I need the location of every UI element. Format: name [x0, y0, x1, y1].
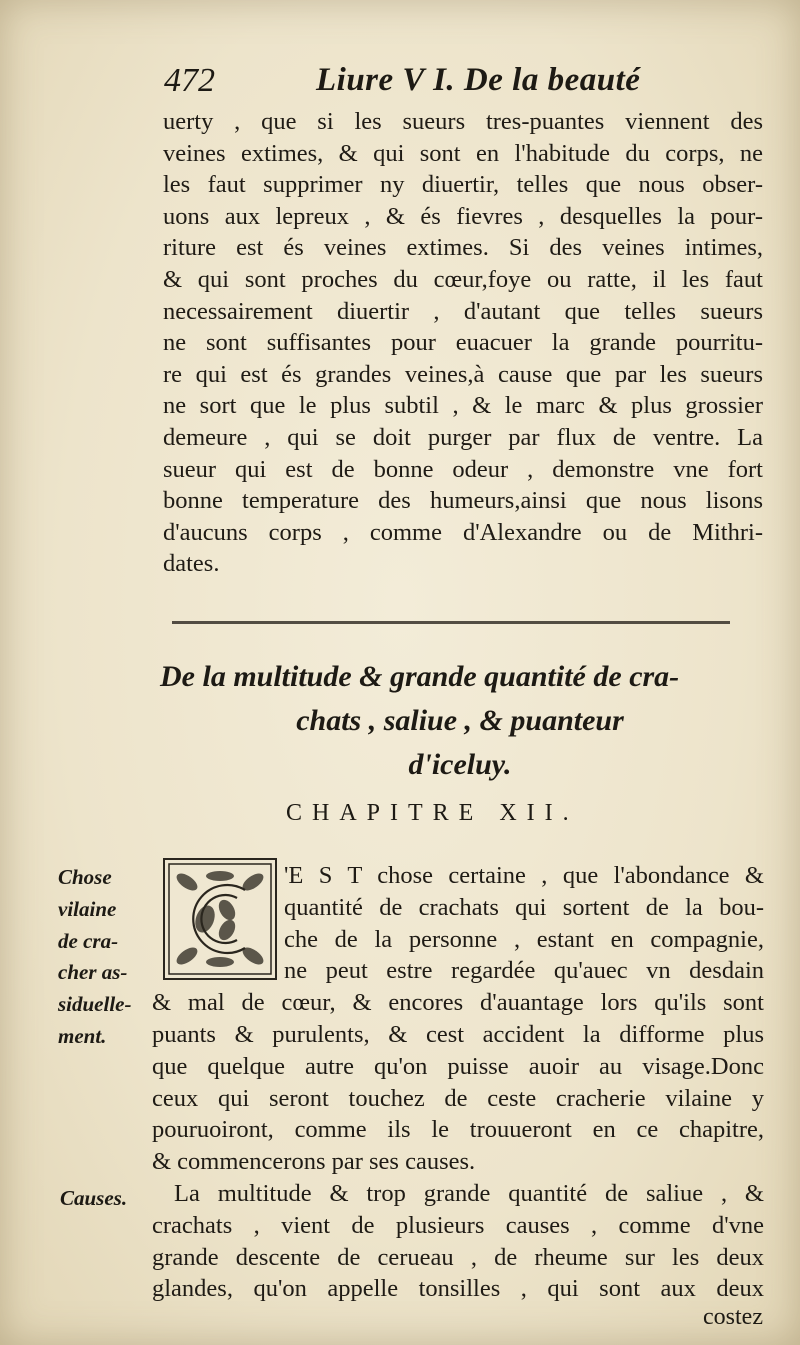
- body-paragraph: [163, 106, 763, 580]
- margin-note-line: vilaine: [58, 896, 117, 921]
- text-line: puants & purulents, & cest accident la difforme plus: [152, 1020, 764, 1048]
- catchword: costez: [703, 1304, 763, 1330]
- text-line: ne peut estre regardée qu'auec vn desdain: [284, 957, 764, 985]
- heading-line: chats , saliue , & puanteur: [296, 704, 624, 737]
- text-line: & commencerons par ses causes.: [152, 1148, 476, 1176]
- text-line: quantité de crachats qui sortent de la bou-: [284, 893, 764, 921]
- heading-line: d'iceluy.: [408, 748, 512, 781]
- text-line: d'aucuns corps , comme d'Alexandre ou de Mithri-: [163, 518, 763, 546]
- margin-note-line: Chose: [58, 865, 112, 889]
- page-number: 472: [164, 62, 215, 99]
- text-line: necessairement diuertir , d'autant que telles sueurs: [163, 297, 763, 325]
- text-line: veines extimes, & qui sont en l'habitude du corps, ne: [163, 139, 763, 167]
- heading-line: De la multitude & grande quantité de cra-: [160, 660, 680, 693]
- text-line: re qui est és grandes veines,à cause que par les sueurs: [163, 360, 763, 388]
- text-line: ceux qui seront touchez de ceste cracherie vilaine y: [152, 1084, 764, 1112]
- text-line: ne sont suffisantes pour euacuer la grande pourritu-: [163, 329, 763, 357]
- margin-note: [58, 862, 158, 1053]
- text-line: que quelque autre qu'on puisse auoir au visage.Donc: [152, 1052, 764, 1080]
- running-head: [160, 62, 680, 108]
- text-line: uerty , que si les sueurs tres-puantes viennent des: [163, 108, 763, 135]
- chapter-text: [152, 860, 764, 1305]
- text-line: bonne temperature des humeurs,ainsi que nous lisons: [163, 487, 763, 515]
- text-line: sueur qui est de bonne odeur , demonstre vne fort: [163, 455, 763, 483]
- text-line: uons aux lepreux , & és fievres , desquelles la pour-: [163, 202, 763, 230]
- margin-note-line: ment.: [58, 1023, 107, 1048]
- text-line: grande descente de cerueau , de rheume sur les deux: [152, 1243, 764, 1271]
- running-title: Liure V I. De la beauté: [316, 62, 641, 98]
- chapter-label: CHAPITRE XII.: [286, 800, 579, 826]
- text-line: & qui sont proches du cœur,foye ou ratte, il les faut: [163, 265, 763, 293]
- text-line: les faut supprimer ny diuertir, telles que nous obser-: [163, 171, 763, 199]
- text-line: demeure , qui se doit purger par flux de ventre. La: [163, 423, 763, 451]
- text-line: riture est és veines extimes. Si des veines intimes,: [163, 234, 763, 262]
- section-divider: [172, 621, 730, 624]
- margin-note-line: Causes.: [60, 1186, 128, 1210]
- text-line: dates.: [163, 550, 220, 578]
- text-line: & mal de cœur, & encores d'auantage lors qu'ils sont: [152, 989, 764, 1017]
- text-line: La multitude & trop grande quantité de saliue , &: [174, 1179, 764, 1207]
- text-line: glandes, qu'on appelle tonsilles , qui sont aux deux: [152, 1275, 764, 1303]
- margin-note-line: siduelle-: [58, 992, 132, 1017]
- margin-note: [60, 1183, 150, 1215]
- chapter-heading: [160, 655, 760, 787]
- text-line: che de la personne , estant en compagnie,: [284, 925, 764, 953]
- margin-note-line: de cra-: [58, 928, 119, 953]
- text-line: crachats , vient de plusieurs causes , comme d'vne: [152, 1211, 764, 1239]
- text-line: ne sort que le plus subtil , & le marc & plus grossier: [163, 392, 763, 420]
- margin-note-line: cher as-: [58, 960, 128, 985]
- text-line: 'E S T chose certaine , que l'abondance &: [284, 862, 764, 889]
- text-line: pouruoiront, comme ils le trouueront en ce chapitre,: [152, 1116, 764, 1144]
